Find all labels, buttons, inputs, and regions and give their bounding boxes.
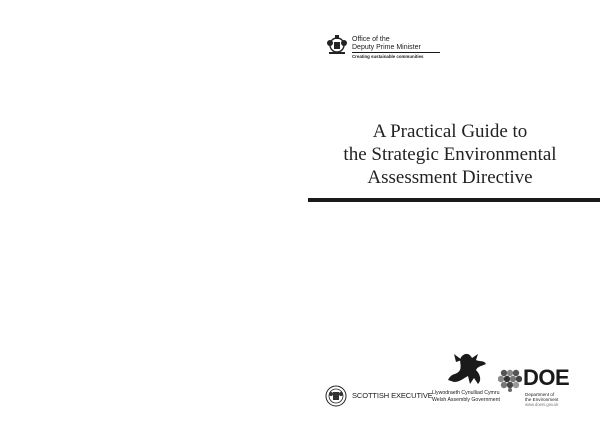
odpm-line2: Deputy Prime Minister [352,44,421,51]
odpm-tagline: Creating sustainable communities [352,54,424,59]
welsh-dragon-icon [444,350,490,386]
title-line2: the Strategic Environmental [343,144,557,165]
odpm-line1: Office of the [352,36,390,43]
royal-crest-icon [326,34,348,56]
title-rule [308,198,600,202]
title-line3: Assessment Directive [367,167,533,188]
document-title [300,120,600,189]
title-line1: A Practical Guide to [372,121,528,142]
doe-logo [498,365,578,412]
scottish-executive-logo [325,385,433,407]
odpm-rule [352,52,440,53]
doe-line1: Department of [525,392,555,397]
scottish-executive-label: SCOTTISH EXECUTIVE [352,391,433,400]
doe-url: www.doeni.gov.uk [525,402,559,407]
doe-hexagon-icon [498,368,522,392]
odpm-logo [326,34,436,62]
welsh-assembly-logo [432,350,502,410]
scottish-seal-icon [325,385,347,407]
doe-line2: the Environment [525,397,559,402]
doe-wordmark: DOE [523,365,570,390]
welsh-line1: Llywodraeth Cynulliad Cymru [432,390,500,396]
welsh-line2: Welsh Assembly Government [432,397,500,403]
